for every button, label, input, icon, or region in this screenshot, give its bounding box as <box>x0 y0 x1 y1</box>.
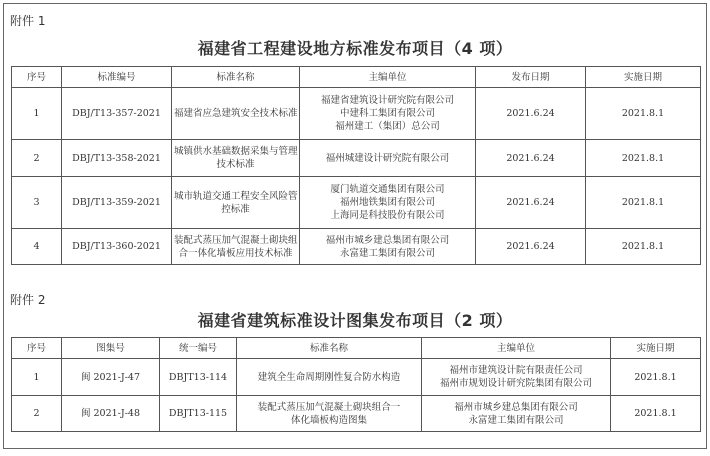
table-header-row <box>12 67 701 88</box>
standard-name <box>172 177 300 229</box>
standard-code: DBJ/T13-357-2021 <box>62 88 172 140</box>
editor-unit: 永富建工集团有限公司 <box>468 414 564 426</box>
editor-units <box>300 140 476 177</box>
header-effective: 实施日期 <box>611 338 701 359</box>
editor-units <box>422 359 611 396</box>
unified-number: DBJT13-114 <box>160 359 237 396</box>
table-header-row <box>12 338 701 359</box>
standard-code: DBJ/T13-358-2021 <box>62 140 172 177</box>
release-date: 2021.6.24 <box>476 177 586 229</box>
effective-date: 2021.8.1 <box>611 396 701 432</box>
standard-name <box>237 396 422 432</box>
table-row <box>12 359 701 396</box>
standard-name-line: 体化墙板构造图集 <box>290 414 367 426</box>
row-no: 4 <box>12 229 62 265</box>
effective-date: 2021.8.1 <box>586 229 701 265</box>
standard-name <box>172 88 300 140</box>
editor-unit: 中建科工集团有限公司 <box>339 108 435 119</box>
attachment-1-label: 附件 1 <box>10 14 46 28</box>
standards-table <box>11 66 701 265</box>
editor-units <box>422 396 611 432</box>
row-no: 2 <box>12 396 62 432</box>
standard-name <box>172 140 300 177</box>
editor-units <box>300 88 476 140</box>
standard-code: DBJ/T13-360-2021 <box>62 229 172 265</box>
atlas-number: 闽 2021-J-47 <box>62 359 160 396</box>
editor-unit: 福州城建设计研究院有限公司 <box>325 152 450 164</box>
standard-name-line: 技术标准 <box>216 159 255 170</box>
release-date: 2021.6.24 <box>476 88 586 140</box>
effective-date: 2021.8.1 <box>611 359 701 396</box>
header-units: 主编单位 <box>300 67 476 88</box>
editor-unit: 福州市城乡建总集团有限公司 <box>454 401 578 413</box>
editor-unit: 福州建工（集团）总公司 <box>335 121 440 132</box>
header-units: 主编单位 <box>422 338 611 359</box>
editor-unit: 福州市规划设计研究院集团有限公司 <box>439 378 592 389</box>
standard-name-line: 城镇供水基础数据采集与管理 <box>174 146 298 157</box>
unified-number: DBJT13-115 <box>160 396 237 432</box>
attachment-2-title: 福建省建筑标准设计图集发布项目（2 项） <box>197 311 513 330</box>
row-no: 1 <box>12 359 62 396</box>
standard-name-line: 城市轨道交通工程安全风险管 <box>174 190 298 202</box>
attachment-2-label: 附件 2 <box>10 293 46 307</box>
standard-name-line: 建筑全生命周期刚性复合防水构造 <box>257 371 401 383</box>
row-no: 2 <box>12 140 62 177</box>
release-date: 2021.6.24 <box>476 229 586 265</box>
standard-name <box>237 359 422 396</box>
editor-unit: 福州地铁集团有限公司 <box>339 197 435 208</box>
effective-date: 2021.8.1 <box>586 88 701 140</box>
announcement-page <box>3 3 707 449</box>
attachment-1-title: 福建省工程建设地方标准发布项目（4 项） <box>197 39 513 58</box>
editor-units <box>300 177 476 229</box>
table-row <box>12 229 701 265</box>
editor-unit: 永富建工集团有限公司 <box>339 247 435 259</box>
table-row <box>12 177 701 229</box>
editor-unit: 福州市城乡建总集团有限公司 <box>325 234 450 246</box>
standard-name <box>172 229 300 265</box>
header-unified: 统一编号 <box>160 338 237 359</box>
atlas-table <box>11 337 701 432</box>
editor-unit: 上海同是科技股份有限公司 <box>330 210 445 221</box>
atlas-number: 闽 2021-J-48 <box>62 396 160 432</box>
header-effective: 实施日期 <box>586 67 701 88</box>
header-atlas: 图集号 <box>62 338 160 359</box>
effective-date: 2021.8.1 <box>586 177 701 229</box>
row-no: 1 <box>12 88 62 140</box>
standard-name-line: 装配式蒸压加气混凝土砌块组合一 <box>257 401 401 413</box>
standard-name-line: 合一体化墙板应用技术标准 <box>178 247 293 259</box>
standard-code: DBJ/T13-359-2021 <box>62 177 172 229</box>
header-release: 发布日期 <box>476 67 586 88</box>
release-date: 2021.6.24 <box>476 140 586 177</box>
header-no: 序号 <box>12 338 62 359</box>
editor-units <box>300 229 476 265</box>
effective-date: 2021.8.1 <box>586 140 701 177</box>
header-name: 标准名称 <box>172 67 300 88</box>
standard-name-line: 装配式蒸压加气混凝土砌块组 <box>174 234 298 246</box>
editor-unit: 福建省建筑设计研究院有限公司 <box>320 95 454 106</box>
editor-unit: 厦门轨道交通集团有限公司 <box>330 184 445 195</box>
editor-unit: 福州市建筑设计院有限责任公司 <box>449 365 583 376</box>
row-no: 3 <box>12 177 62 229</box>
standard-name-line: 福建省应急建筑安全技术标准 <box>174 108 298 119</box>
table-row <box>12 140 701 177</box>
header-name: 标准名称 <box>237 338 422 359</box>
table-row <box>12 88 701 140</box>
table-row <box>12 396 701 432</box>
standard-name-line: 控标准 <box>221 203 250 215</box>
header-code: 标准编号 <box>62 67 172 88</box>
header-no: 序号 <box>12 67 62 88</box>
